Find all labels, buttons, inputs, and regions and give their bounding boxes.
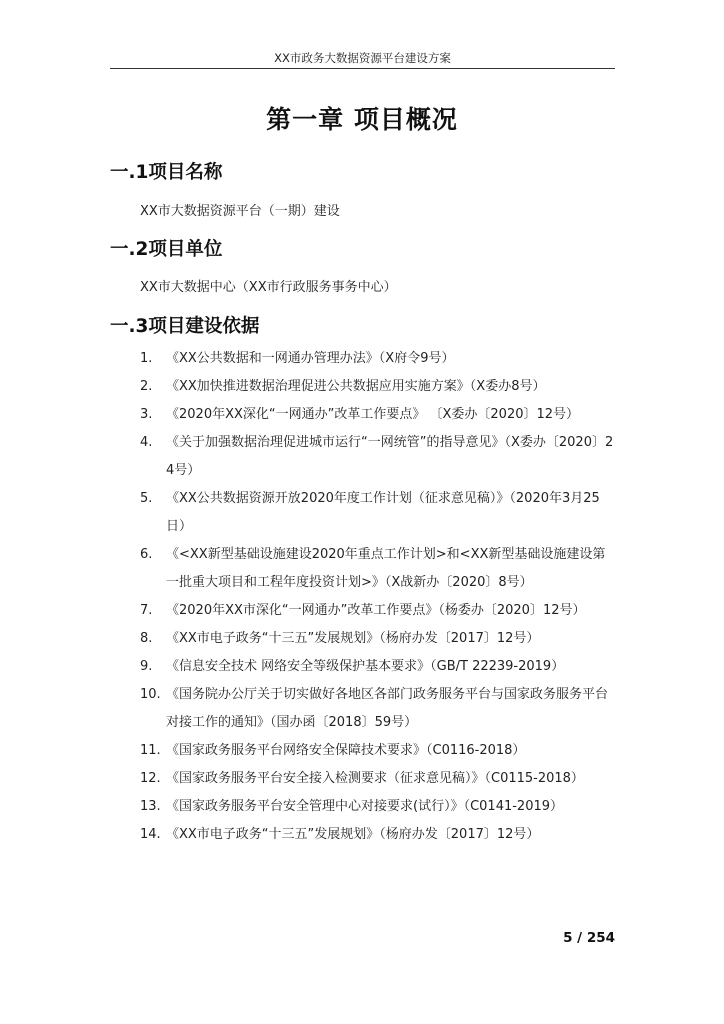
list-item-text: 《关于加强数据治理促进城市运行“一网统管”的指导意见》（X委办〔2020〕24号） — [166, 435, 614, 478]
list-item-text: 《XX市电子政务“十三五”发展规划》（杨府办发〔2017〕12号） — [166, 631, 540, 646]
list-item-number: 12. — [140, 771, 161, 786]
reference-list — [110, 345, 615, 849]
list-item-text: 《XX公共数据资源开放2020年度工作计划（征求意见稿）》（2020年3月25日） — [166, 491, 600, 534]
list-item-number: 13. — [140, 799, 161, 814]
list-item-text: 《2020年XX市深化“一网通办”改革工作要点》（杨委办〔2020〕12号） — [166, 603, 586, 618]
page-number: 5 / 254 — [563, 930, 615, 946]
section-heading-basis: 一.3项目建设依据 — [110, 316, 260, 337]
list-item-number: 10. — [140, 687, 161, 702]
list-item — [110, 625, 615, 653]
list-item — [110, 373, 615, 401]
list-item-number: 6. — [140, 547, 153, 562]
project-unit-text: XX市大数据中心（XX市行政服务事务中心） — [140, 280, 397, 295]
list-item-text: 《XX公共数据和一网通办管理办法》（X府令9号） — [166, 351, 455, 366]
list-item-number: 11. — [140, 743, 161, 758]
header-divider — [110, 68, 615, 69]
list-item-number: 3. — [140, 407, 153, 422]
list-item — [110, 485, 615, 541]
list-item — [110, 429, 615, 485]
list-item-number: 2. — [140, 379, 153, 394]
list-item — [110, 597, 615, 625]
list-item — [110, 681, 615, 737]
list-item — [110, 821, 615, 849]
list-item-number: 7. — [140, 603, 153, 618]
list-item — [110, 345, 615, 373]
list-item — [110, 765, 615, 793]
list-item-text: 《国家政务服务平台网络安全保障技术要求》（C0116-2018） — [166, 743, 526, 758]
list-item-text: 《<XX新型基础设施建设2020年重点工作计划>和<XX新型基础设施建设第一批重大项目和工程年度投资计划>》（X战新办〔2020〕8号） — [166, 547, 606, 590]
list-item-number: 5. — [140, 491, 153, 506]
list-item-text: 《XX加快推进数据治理促进公共数据应用实施方案》（X委办8号） — [166, 379, 546, 394]
running-header: XX市政务大数据资源平台建设方案 — [274, 51, 451, 65]
list-item-text: 《国务院办公厅关于切实做好各地区各部门政务服务平台与国家政务服务平台对接工作的通知》（国办函〔2018〕59号） — [166, 687, 609, 730]
project-name-text: XX市大数据资源平台（一期）建设 — [140, 204, 340, 219]
list-item-text: 《XX市电子政务“十三五”发展规划》（杨府办发〔2017〕12号） — [166, 827, 540, 842]
list-item-number: 8. — [140, 631, 153, 646]
list-item-number: 14. — [140, 827, 161, 842]
list-item — [110, 541, 615, 597]
list-item-number: 1. — [140, 351, 153, 366]
chapter-title: 第一章 项目概况 — [266, 105, 458, 134]
list-item — [110, 793, 615, 821]
list-item-text: 《2020年XX深化“一网通办”改革工作要点》 〔X委办〔2020〕12号） — [166, 407, 580, 422]
section-heading-project-name: 一.1项目名称 — [110, 162, 223, 183]
list-item-text: 《国家政务服务平台安全管理中心对接要求(试行）》（C0141-2019） — [166, 799, 564, 814]
section-heading-project-unit: 一.2项目单位 — [110, 239, 223, 260]
list-item-text: 《信息安全技术 网络安全等级保护基本要求》（GB/T 22239-2019） — [166, 659, 565, 674]
list-item — [110, 737, 615, 765]
list-item — [110, 653, 615, 681]
list-item-text: 《国家政务服务平台安全接入检测要求（征求意见稿）》（C0115-2018） — [166, 771, 584, 786]
list-item-number: 9. — [140, 659, 153, 674]
list-item-number: 4. — [140, 435, 153, 450]
list-item — [110, 401, 615, 429]
